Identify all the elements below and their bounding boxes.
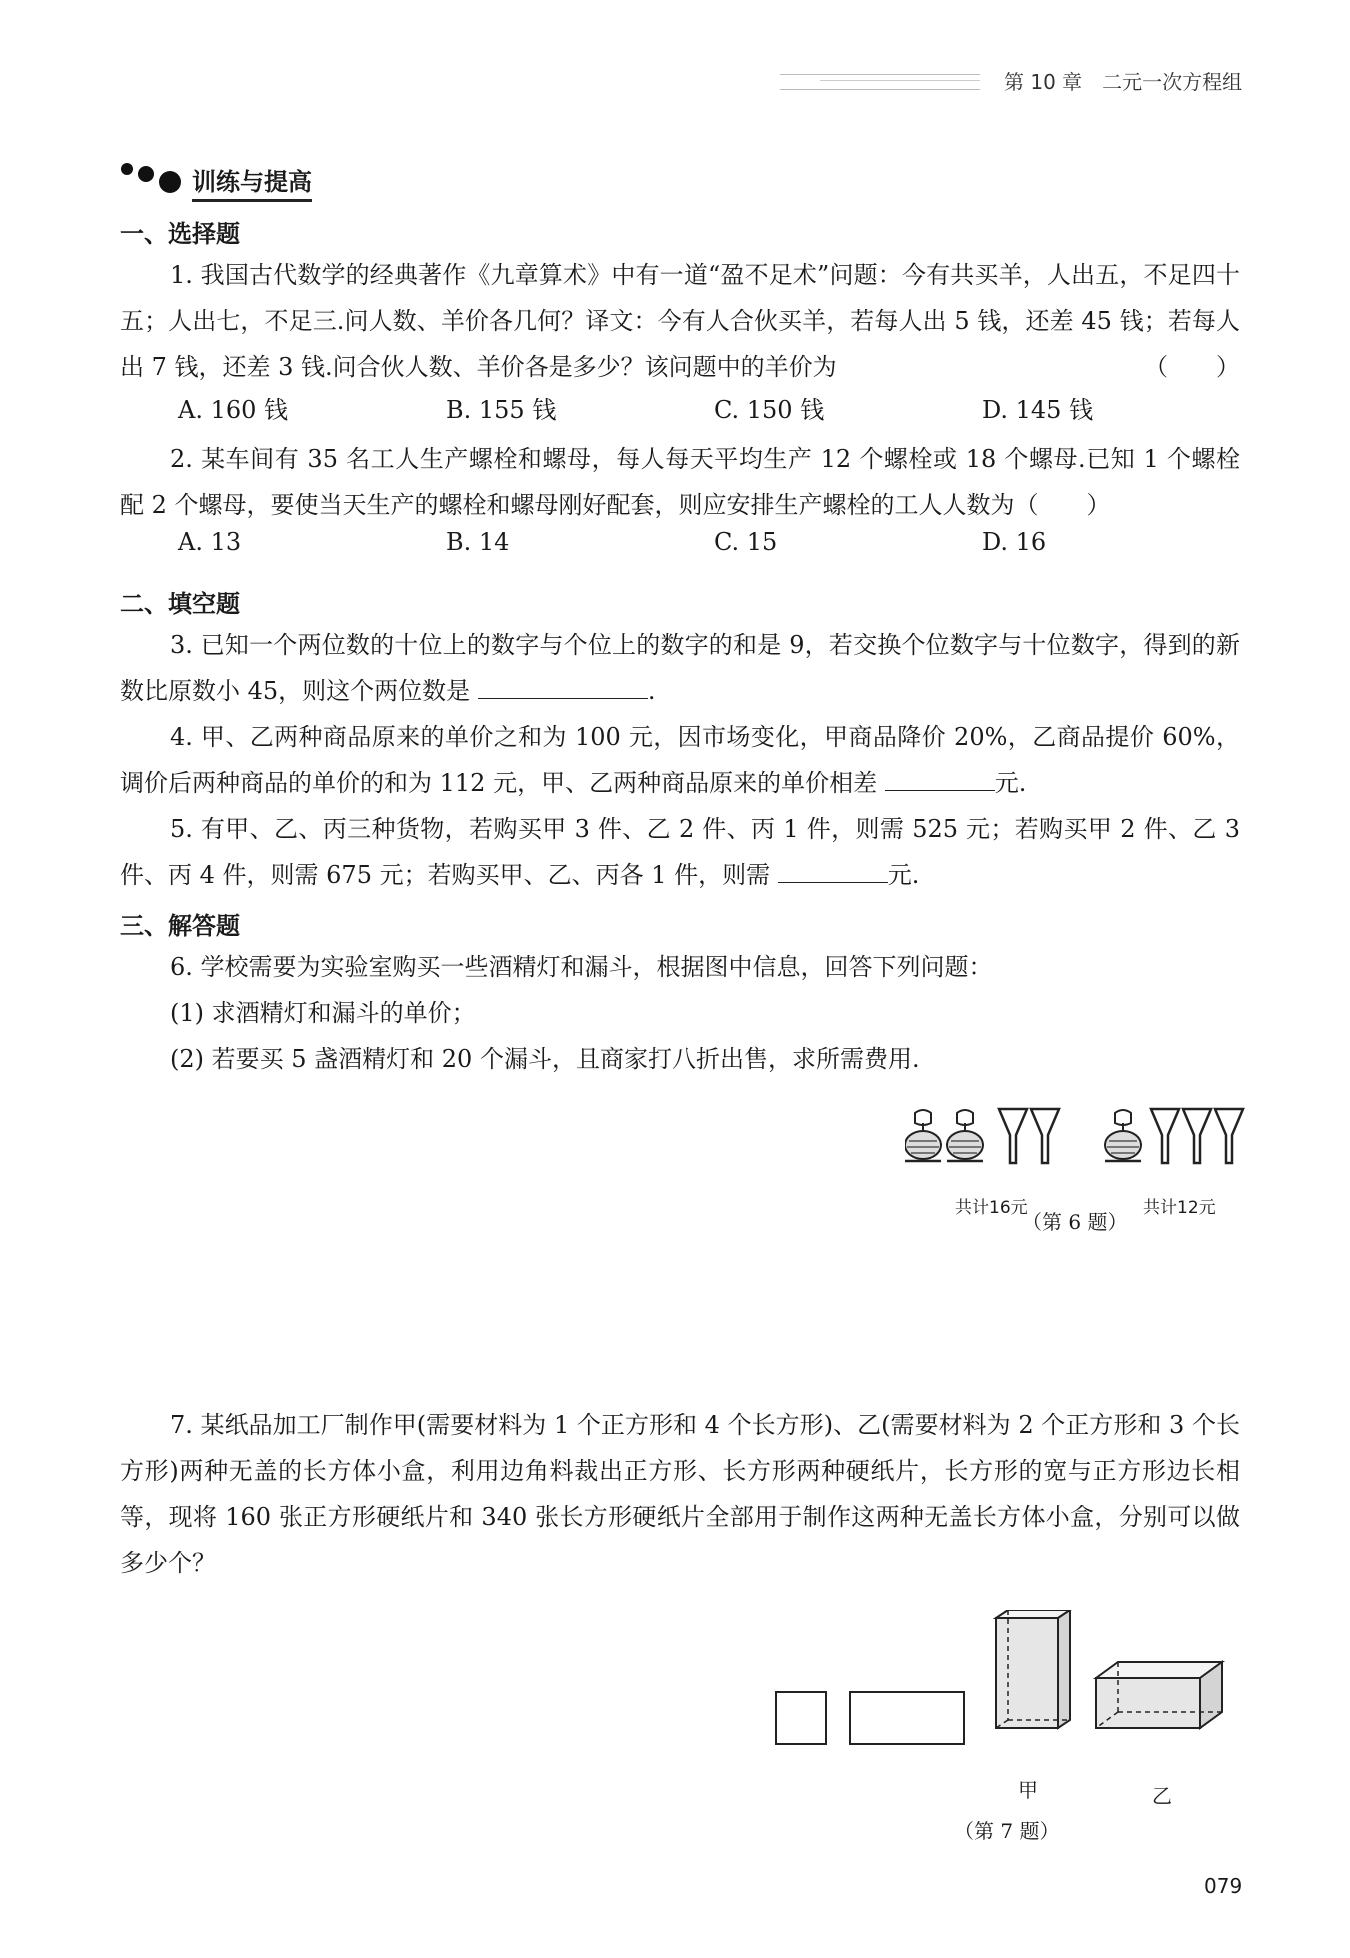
figure-7 xyxy=(770,1610,1250,1810)
header-rule-lines xyxy=(780,74,980,90)
figure-6-caption: （第 6 题） xyxy=(1022,1210,1128,1234)
question-6-text: 6. 学校需要为实验室购买一些酒精灯和漏斗，根据图中信息，回答下列问题： xyxy=(170,953,993,981)
running-header xyxy=(780,66,1250,96)
question-6-sub-1-text: (1) 求酒精灯和漏斗的单价； xyxy=(170,999,476,1027)
section-title: 训练与提高 xyxy=(192,162,312,202)
label-yi: 乙 xyxy=(1152,1784,1172,1808)
lamp-icon xyxy=(905,1110,941,1161)
chapter-title: 第 10 章 二元一次方程组 xyxy=(1004,70,1243,94)
question-6-sub-2-text: (2) 若要买 5 盏酒精灯和 20 个漏斗，且商家打八折出售，求所需费用. xyxy=(170,1045,920,1073)
part-heading-fill: 二、填空题 xyxy=(120,590,240,618)
lamp-icon xyxy=(1105,1110,1141,1161)
question-5-tail: 元. xyxy=(887,861,920,889)
question-4-tail: 元. xyxy=(994,769,1027,797)
funnel-icon xyxy=(1031,1109,1059,1163)
answer-blank xyxy=(478,672,648,699)
option-b: B. 155 钱 xyxy=(446,396,557,424)
label-jia: 甲 xyxy=(1018,1778,1038,1802)
part-heading-choice: 一、选择题 xyxy=(120,220,240,248)
funnel-icon xyxy=(999,1109,1027,1163)
question-1-text: 1. 我国古代数学的经典著作《九章算术》中有一道“盈不足术”问题：今有共买羊，人出五，不足四十五；人出七，不足三.问人数、羊价各几何？译文：今有人合伙买羊，若每人出 5 钱，还差 45 钱；若每人出 7 钱，还差 3 钱.问合伙人数、羊价各是多少？该问题中的羊价为 xyxy=(120,261,1240,381)
question-7 xyxy=(120,1402,1240,1586)
question-6 xyxy=(120,944,1240,990)
figure-6-label-right: 共计12元 xyxy=(1143,1198,1216,1218)
lamp-funnel-illustration xyxy=(905,1105,1245,1185)
question-6-sub-2 xyxy=(120,1036,1240,1082)
answer-paren: （ ） xyxy=(1144,353,1240,381)
question-2-text: 2. 某车间有 35 名工人生产螺栓和螺母，每人每天平均生产 12 个螺栓或 18 个螺母.已知 1 个螺栓配 2 个螺母，要使当天生产的螺栓和螺母刚好配套，则应安排生产螺栓的工人人数为（ ） xyxy=(120,445,1240,519)
box-yi xyxy=(1096,1662,1222,1728)
rectangle-piece xyxy=(850,1692,964,1744)
question-4-text: 4. 甲、乙两种商品原来的单价之和为 100 元，因市场变化，甲商品降价 20%，乙商品提价 60%，调价后两种商品的单价的和为 112 元，甲、乙两种商品原来的单价相差 xyxy=(120,723,1240,797)
figure-6-label-left: 共计16元 xyxy=(955,1198,1028,1218)
question-3 xyxy=(120,622,1240,714)
option-a: A. 160 钱 xyxy=(178,396,289,424)
option-a: A. 13 xyxy=(178,528,242,556)
question-5 xyxy=(120,806,1240,898)
question-2-options xyxy=(178,528,1238,574)
funnel-icon xyxy=(1151,1109,1179,1163)
question-3-tail: . xyxy=(647,677,656,705)
question-5-text: 5. 有甲、乙、丙三种货物，若购买甲 3 件、乙 2 件、丙 1 件，则需 525 元；若购买甲 2 件、乙 3 件、丙 4 件，则需 675 元；若购买甲、乙、丙各 1 件，则需 xyxy=(120,815,1240,889)
option-c: C. 15 xyxy=(714,528,778,556)
question-2 xyxy=(120,436,1240,528)
option-c: C. 150 钱 xyxy=(714,396,825,424)
question-4 xyxy=(120,714,1240,806)
lamp-icon xyxy=(947,1110,983,1161)
dots-icon xyxy=(118,160,188,196)
part-heading-answer: 三、解答题 xyxy=(120,912,240,940)
option-b: B. 14 xyxy=(446,528,510,556)
question-6-sub-1 xyxy=(120,990,1240,1036)
answer-blank xyxy=(885,764,995,791)
question-1-options xyxy=(178,390,1238,436)
page-number: 079 xyxy=(1204,1874,1243,1898)
question-7-text: 7. 某纸品加工厂制作甲(需要材料为 1 个正方形和 4 个长方形)、乙(需要材料为 2 个正方形和 3 个长方形)两种无盖的长方体小盒，利用边角料裁出正方形、长方形两种硬纸片，长方形的宽与正方形边长相等，现将 160 张正方形硬纸片和 340 张长方形硬纸片全部用于制作这两种无盖长方体小盒，分别可以做多少个？ xyxy=(120,1411,1240,1577)
option-d: D. 16 xyxy=(982,528,1047,556)
option-d: D. 145 钱 xyxy=(982,396,1094,424)
figure-7-caption: （第 7 题） xyxy=(954,1819,1060,1843)
funnel-icon xyxy=(1183,1109,1211,1163)
question-1 xyxy=(120,252,1240,390)
answer-blank xyxy=(778,856,888,883)
square-piece xyxy=(776,1692,826,1744)
box-pieces-illustration xyxy=(770,1610,1250,1780)
funnel-icon xyxy=(1215,1109,1243,1163)
box-jia xyxy=(996,1610,1070,1728)
question-3-text: 3. 已知一个两位数的十位上的数字与个位上的数字的和是 9，若交换个位数字与十位数字，得到的新数比原数小 45，则这个两位数是 xyxy=(120,631,1240,705)
